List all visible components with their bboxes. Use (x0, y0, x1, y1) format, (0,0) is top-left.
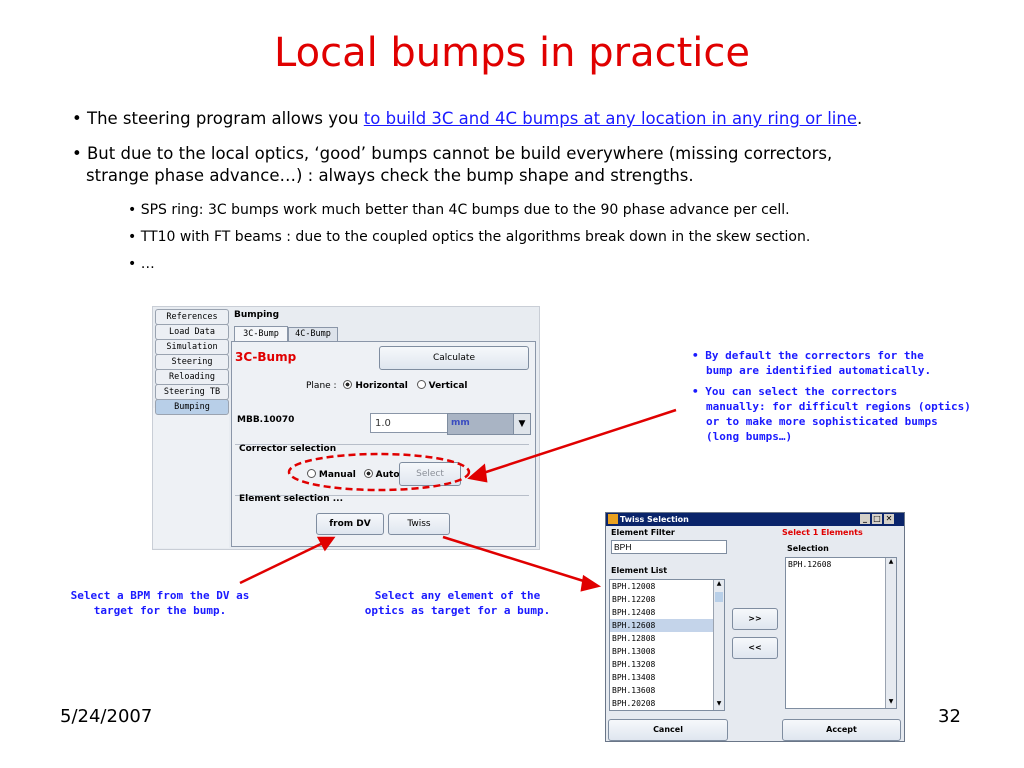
bullet-char: • (692, 385, 699, 398)
cancel-button[interactable]: Cancel (608, 719, 728, 741)
twiss-window (605, 512, 905, 742)
maximize-icon[interactable]: □ (873, 514, 881, 523)
plane-label: Plane : (306, 381, 337, 391)
element-selection-label: Element selection ... (239, 494, 344, 504)
selection-list[interactable] (785, 557, 897, 709)
note-left (40, 588, 280, 618)
unit-value: mm (451, 418, 470, 428)
note-line: By default the correctors for the (705, 349, 924, 362)
select-button[interactable]: Select (399, 462, 461, 486)
close-icon[interactable]: ✕ (885, 514, 893, 523)
list-item[interactable]: BPH.12208 (612, 595, 656, 604)
slide-date: 5/24/2007 (60, 706, 153, 727)
list-item[interactable]: BPH.20208 (612, 699, 656, 708)
list-label: Element List (611, 566, 668, 575)
nav-item[interactable]: Steering (155, 354, 229, 370)
list-item[interactable]: BPH.13208 (612, 660, 656, 669)
bullet-char: • (128, 202, 137, 218)
nav-item[interactable]: Steering TB (155, 384, 229, 400)
scrollbar[interactable] (713, 580, 724, 710)
list-item[interactable]: BPH.13008 (612, 647, 656, 656)
bullet-char: • (72, 144, 82, 163)
nav-item[interactable]: Reloading (155, 369, 229, 385)
note-line: target for the bump. (93, 604, 227, 617)
nav-item[interactable]: Bumping (155, 399, 229, 415)
list-item[interactable]: BPH.12808 (612, 634, 656, 643)
sub-bullet-2: TT10 with FT beams : due to the coupled optics the algorithms break down in the skew section. (140, 229, 811, 245)
arrow-twiss (443, 537, 590, 583)
minimize-icon[interactable]: _ (860, 514, 870, 524)
corrector-selection-label: Corrector selection (239, 444, 337, 454)
arrowhead (319, 538, 333, 549)
select-msg: Select 1 Elements (782, 528, 863, 537)
from-dv-button[interactable]: from DV (316, 513, 384, 535)
app-icon (608, 514, 618, 524)
scrollbar[interactable] (885, 558, 896, 708)
note-line: You can select the correctors (705, 385, 898, 398)
note-right (692, 348, 992, 444)
sub-bullet-1: SPS ring: 3C bumps work much better than 4C bumps due to the 90 phase advance per cell. (140, 202, 790, 218)
bullet-char: • (72, 109, 82, 128)
list-item[interactable]: BPH.12008 (612, 582, 656, 591)
dashed-highlight (289, 454, 469, 490)
element-list[interactable] (609, 579, 725, 711)
element-name: MBB.10070 (237, 415, 295, 425)
slide-title: Local bumps in practice (274, 30, 750, 76)
scroll-up-icon[interactable]: ▲ (716, 580, 722, 587)
arrow-from-dv (240, 542, 325, 583)
list-item[interactable]: BPH.12608 (610, 619, 724, 632)
scroll-down-icon[interactable]: ▼ (888, 698, 894, 705)
selection-label: Selection (787, 544, 829, 553)
tab-4c-bump[interactable]: 4C-Bump (288, 327, 338, 341)
note-line: bump are identified automatically. (706, 364, 932, 377)
twiss-button[interactable]: Twiss (388, 513, 450, 535)
nav-item[interactable]: Simulation (155, 339, 229, 355)
element-list-rows (610, 580, 724, 710)
arrowhead (470, 466, 486, 481)
panel-title: Bumping (234, 310, 280, 320)
tab-3c-bump[interactable]: 3C-Bump (234, 326, 288, 341)
arrowhead (582, 577, 598, 590)
auto-label: Auto (375, 470, 400, 480)
bump-heading: 3C-Bump (235, 350, 297, 364)
remove-button[interactable]: << (732, 637, 778, 659)
note-line: (long bumps…) (706, 430, 793, 443)
filter-label: Element Filter (611, 528, 675, 537)
add-button[interactable]: >> (732, 608, 778, 630)
list-item[interactable]: BPH.13608 (612, 686, 656, 695)
bullet-1-link[interactable]: to build 3C and 4C bumps at any location in any ring or line (363, 109, 857, 128)
note-line: optics as target for a bump. (364, 604, 551, 617)
scroll-thumb[interactable] (715, 592, 723, 602)
list-item[interactable]: BPH.12408 (612, 608, 656, 617)
note-line: Select a BPM from the DV as (70, 589, 250, 602)
selected-item[interactable]: BPH.12608 (788, 560, 832, 569)
bullet-1-end: . (856, 109, 863, 128)
horizontal-label: Horizontal (355, 381, 408, 391)
accept-button[interactable]: Accept (782, 719, 901, 741)
manual-label: Manual (318, 470, 356, 480)
bullet-char: • (692, 349, 699, 362)
twiss-titlebar (606, 513, 904, 526)
list-item[interactable]: BPH.13408 (612, 673, 656, 682)
calculate-button[interactable]: Calculate (379, 346, 529, 370)
bullet-1-text: The steering program allows you (86, 109, 364, 128)
vertical-label: Vertical (428, 381, 468, 391)
note-mid (340, 588, 575, 618)
bullet-char: • (128, 229, 137, 245)
scroll-down-icon[interactable]: ▼ (716, 700, 722, 707)
chevron-down-icon[interactable]: ▼ (513, 414, 530, 434)
bullet-char: • (128, 256, 137, 272)
slide-number: 32 (938, 706, 961, 727)
nav-item[interactable]: Load Data (155, 324, 229, 340)
filter-input[interactable] (611, 540, 727, 554)
scroll-up-icon[interactable]: ▲ (888, 558, 894, 565)
arrow-correctors (480, 410, 676, 474)
nav-item[interactable]: References (155, 309, 229, 325)
note-line: or to make more sophisticated bumps (706, 415, 938, 428)
selection-rows (786, 558, 896, 571)
bullet-2-line1: But due to the local optics, ‘good’ bumps cannot be build everywhere (missing correctors, (86, 144, 833, 163)
twiss-title: Twiss Selection (620, 515, 689, 524)
note-line: manually: for difficult regions (optics) (706, 400, 971, 413)
note-line: Select any element of the (374, 589, 541, 602)
bullet-2-line2: strange phase advance…) : always check the bump shape and strengths. (86, 166, 694, 185)
sub-bullet-3: … (140, 256, 155, 272)
